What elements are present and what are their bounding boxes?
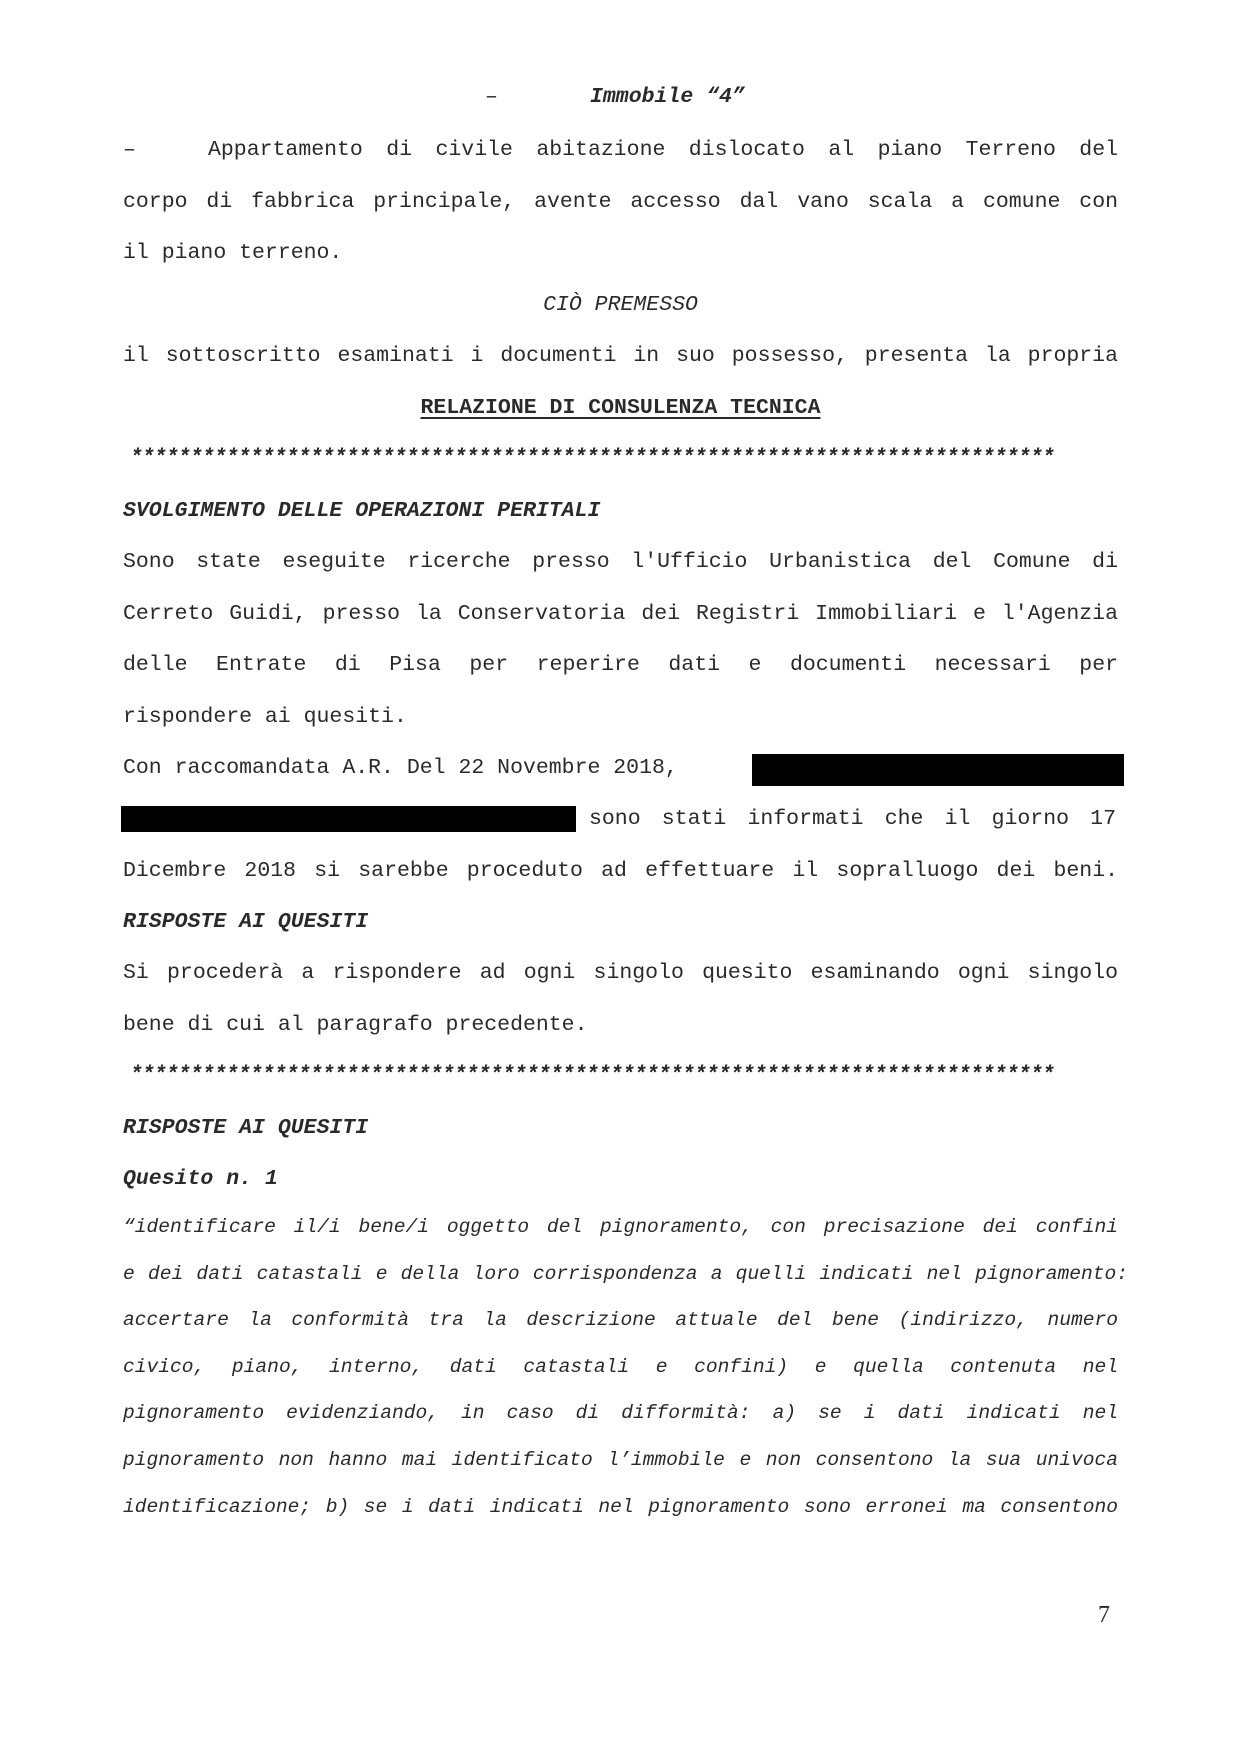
- informati-line: sono stati informati che il giorno 17: [589, 807, 1116, 831]
- page-number: 7: [1098, 1602, 1110, 1628]
- quesito-quote-line: civico, piano, interno, dati catastali e confini) e quella contenuta nel: [123, 1356, 1118, 1378]
- quesito-quote-line: pignoramento evidenziando, in caso di difformità: a) se i dati indicati nel: [123, 1402, 1118, 1424]
- intro-dash: –: [123, 138, 136, 162]
- header-dash: –: [485, 85, 498, 109]
- intro-line-2: corpo di fabbrica principale, avente accesso dal vano scala a comune con: [123, 190, 1118, 214]
- header-title: Immobile “4”: [590, 85, 745, 109]
- relazione-title-row: [123, 393, 1118, 423]
- svolgimento-line-3: delle Entrate di Pisa per reperire dati e documenti necessari per: [123, 653, 1118, 677]
- risposte-heading: RISPOSTE AI QUESITI: [123, 910, 369, 934]
- dicembre-line: Dicembre 2018 si sarebbe proceduto ad effettuare il sopralluogo dei beni.: [123, 859, 1118, 883]
- separator-stars: *****************************************************************************: [130, 447, 1055, 470]
- intro-text-1: Appartamento di civile abitazione dislocato al piano Terreno del: [208, 138, 1118, 162]
- relazione-title: RELAZIONE DI CONSULENZA TECNICA: [420, 396, 821, 420]
- quesito-quote-line: pignoramento non hanno mai identificato l’immobile e non consentono la sua univoca: [123, 1449, 1118, 1471]
- redaction-block: [752, 754, 1124, 786]
- quesito-quote-line: accertare la conformità tra la descrizione attuale del bene (indirizzo, numero: [123, 1309, 1118, 1331]
- svolgimento-line-4: rispondere ai quesiti.: [123, 705, 407, 729]
- risposte-heading-2: RISPOSTE AI QUESITI: [123, 1116, 369, 1140]
- separator-stars: *****************************************************************************: [130, 1064, 1055, 1087]
- presenta-line: il sottoscritto esaminati i documenti in suo possesso, presenta la propria: [123, 344, 1118, 368]
- quesito-quote-line: e dei dati catastali e della loro corrispondenza a quelli indicati nel pignoramento:: [123, 1263, 1128, 1285]
- quesito-quote-line: identificazione; b) se i dati indicati nel pignoramento sono erronei ma consentono: [123, 1496, 1118, 1518]
- svolgimento-heading: SVOLGIMENTO DELLE OPERAZIONI PERITALI: [123, 499, 601, 523]
- raccomandata-line: Con raccomandata A.R. Del 22 Novembre 2018,: [123, 756, 678, 780]
- svolgimento-line-1: Sono state eseguite ricerche presso l'Ufficio Urbanistica del Comune di: [123, 550, 1118, 574]
- svolgimento-line-2: Cerreto Guidi, presso la Conservatoria dei Registri Immobiliari e l'Agenzia: [123, 602, 1118, 626]
- premesso-heading: CIÒ PREMESSO: [543, 293, 698, 317]
- risposte-line-2: bene di cui al paragrafo precedente.: [123, 1013, 588, 1037]
- quesito-heading: Quesito n. 1: [123, 1167, 278, 1191]
- quesito-quote-line: “identificare il/i bene/i oggetto del pignoramento, con precisazione dei confini: [123, 1216, 1118, 1238]
- risposte-line-1: Si procederà a rispondere ad ogni singolo quesito esaminando ogni singolo: [123, 961, 1118, 985]
- redaction-block: [121, 806, 576, 832]
- intro-line-3: il piano terreno.: [123, 241, 343, 265]
